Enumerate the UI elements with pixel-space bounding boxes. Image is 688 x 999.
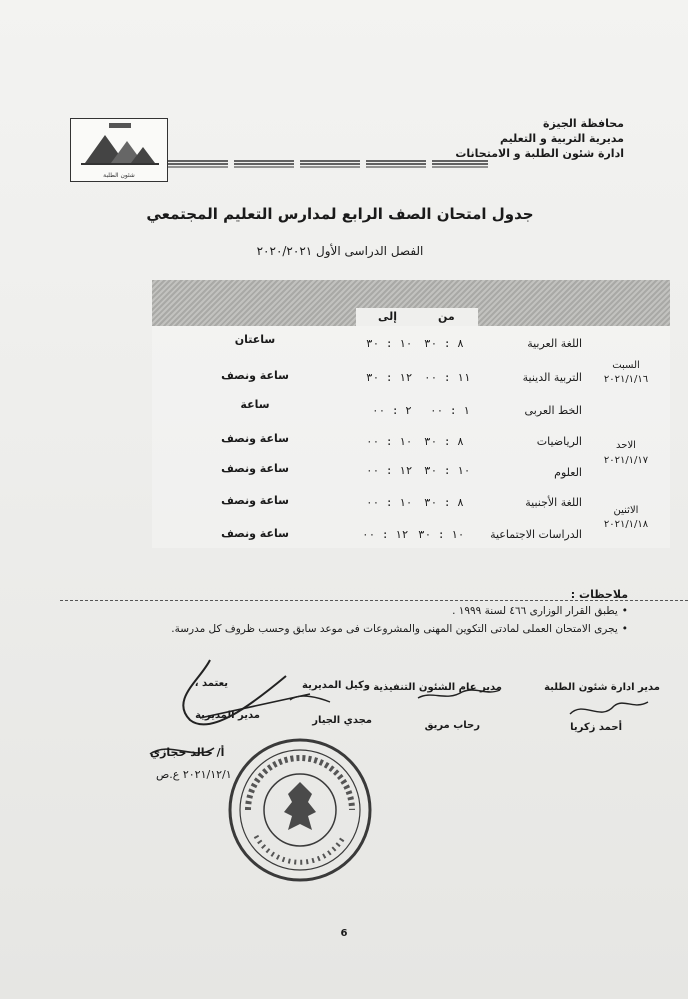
signature-title: مدير ادارة شئون الطلبة bbox=[544, 682, 660, 693]
notes-heading: ملاحظات : bbox=[570, 588, 628, 601]
table-row-duration: ساعتان bbox=[234, 333, 276, 346]
table-row-subject: اللغة الأجنبية bbox=[525, 496, 582, 509]
table-row-duration: ساعة bbox=[240, 398, 270, 411]
note-text: يجرى الامتحان العملى لمادتى التكوين المهنى والمشروعات فى موعد سابق وحسب ظروف كل مدرسة. bbox=[171, 623, 618, 635]
logo-caption: شئون الطلبة bbox=[103, 172, 135, 179]
signature-name: أحمد زكريا bbox=[570, 722, 622, 733]
date-sunday: ٢٠٢١/١/١٧ bbox=[603, 455, 649, 466]
term-subtitle: الفصل الدراسى الأول ٢٠٢٠/٢٠٢١ bbox=[256, 244, 424, 258]
header-divider bbox=[168, 160, 488, 168]
table-row-to: ١٠ : ٣٠ bbox=[366, 337, 413, 350]
signature-title: يعتمد ، bbox=[194, 678, 228, 689]
time-header-cell bbox=[356, 308, 478, 326]
signature-name: مجدي الجيار bbox=[312, 715, 372, 726]
table-row-to: ١٠ : ٠٠ bbox=[366, 435, 413, 448]
table-row-to: ١٢ : ٣٠ bbox=[366, 371, 413, 384]
schedule-header bbox=[152, 280, 670, 326]
official-stamp-icon bbox=[226, 736, 374, 884]
table-row-to: ١٠ : ٠٠ bbox=[366, 496, 413, 509]
day-saturday: السبت bbox=[612, 360, 640, 371]
day-monday: الاثنين bbox=[613, 505, 639, 516]
bullet-icon: • bbox=[621, 605, 628, 617]
handwritten-approver: أ/ خالد حجازي bbox=[150, 746, 225, 759]
table-row-from: ١٠ : ٣٠ bbox=[418, 528, 465, 541]
table-row-from: ١ : ٠٠ bbox=[430, 404, 470, 417]
table-row-subject: الدراسات الاجتماعية bbox=[490, 528, 582, 541]
table-row-to: ١٢ : ٠٠ bbox=[362, 528, 409, 541]
department-logo bbox=[70, 118, 168, 182]
bullet-icon: • bbox=[621, 623, 628, 635]
table-row-subject: اللغة العربية bbox=[527, 337, 582, 350]
table-row-duration: ساعة ونصف bbox=[221, 527, 289, 540]
administration-line: ادارة شئون الطلبة و الامتحانات bbox=[455, 147, 624, 160]
organization-header bbox=[455, 116, 624, 161]
handwritten-date: ٢٠٢١/١٢/١ ع.ص bbox=[156, 768, 232, 781]
note-text: يطبق القرار الوزارى ٤٦٦ لسنة ١٩٩٩ . bbox=[452, 605, 618, 617]
table-row-from: ١١ : ٠٠ bbox=[424, 371, 471, 384]
notes-divider bbox=[60, 600, 688, 602]
table-row-from: ٨ : ٣٠ bbox=[424, 337, 464, 350]
note-item bbox=[171, 623, 628, 635]
page-number: 6 bbox=[340, 928, 348, 939]
note-item bbox=[452, 605, 628, 617]
page-title: جدول امتحان الصف الرابع لمدارس التعليم المجتمعي bbox=[146, 205, 534, 223]
signature-title: وكيل المديرية bbox=[302, 680, 370, 691]
table-row-from: ٨ : ٣٠ bbox=[424, 496, 464, 509]
table-row-from: ١٠ : ٣٠ bbox=[424, 464, 471, 477]
table-row-subject: الخط العربى bbox=[524, 404, 582, 417]
table-row-subject: التربية الدينية bbox=[522, 371, 582, 384]
governorate-line: محافظة الجيزة bbox=[543, 117, 624, 130]
table-row-duration: ساعة ونصف bbox=[221, 432, 289, 445]
signature-name: مدير المديرية bbox=[195, 710, 260, 721]
table-row-subject: العلوم bbox=[554, 466, 582, 479]
signature-name: رحاب مريق bbox=[424, 720, 480, 731]
table-row-duration: ساعة ونصف bbox=[221, 369, 289, 382]
table-row-to: ١٢ : ٠٠ bbox=[366, 464, 413, 477]
table-row-duration: ساعة ونصف bbox=[221, 462, 289, 475]
to-header: إلى bbox=[378, 310, 398, 323]
table-row-to: ٢ : ٠٠ bbox=[372, 404, 412, 417]
day-sunday: الاحد bbox=[616, 440, 636, 451]
from-header: من bbox=[438, 310, 455, 323]
table-row-subject: الرياضيات bbox=[536, 435, 582, 448]
signature-title: مدير عام الشئون التنفيذية bbox=[373, 682, 502, 693]
date-monday: ٢٠٢١/١/١٨ bbox=[603, 519, 649, 530]
table-row-duration: ساعة ونصف bbox=[221, 494, 289, 507]
table-row-from: ٨ : ٣٠ bbox=[424, 435, 464, 448]
date-saturday: ٢٠٢١/١/١٦ bbox=[603, 374, 649, 385]
directorate-line: مديرية التربية و التعليم bbox=[500, 132, 624, 145]
